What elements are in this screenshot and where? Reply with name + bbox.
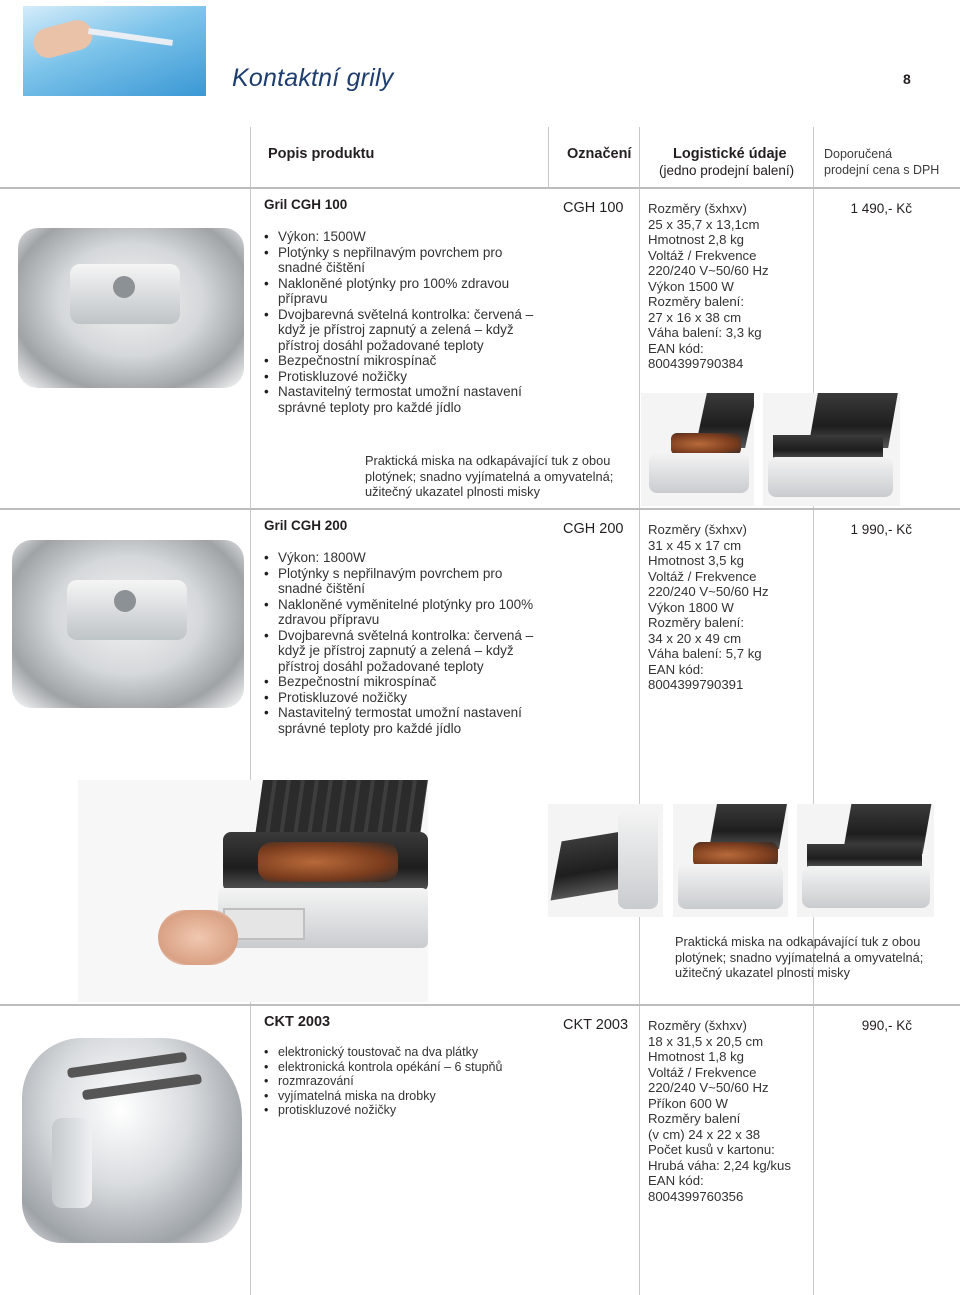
feature-item: • Protiskluzové nožičky xyxy=(264,369,536,385)
product-price: 1 990,- Kč xyxy=(850,522,912,537)
logistics-line: 220/240 V~50/60 Hz xyxy=(648,263,769,278)
divider-vertical xyxy=(639,127,640,1295)
feature-item: • Plotýnky s nepřilnavým povrchem pro snadné čištění xyxy=(264,245,536,276)
logistics-line: Voltáž / Frekvence xyxy=(648,568,757,584)
logistics-line: 31 x 45 x 17 cm xyxy=(648,537,742,553)
divider-vertical xyxy=(548,127,549,187)
product-image-toaster xyxy=(22,1038,242,1243)
feature-item: • elektronická kontrola opékání – 6 stupňů xyxy=(264,1060,554,1075)
logistics-line: Rozměry (šxhxv) xyxy=(648,201,747,216)
feature-item: • Nastavitelný termostat umožní nastavení správné teploty pro každé jídlo xyxy=(264,384,536,415)
divider-horizontal xyxy=(0,508,960,510)
toaster-slot xyxy=(67,1052,187,1079)
logistics-line: 18 x 31,5 x 20,5 cm xyxy=(648,1033,764,1049)
logistics-block xyxy=(648,522,769,693)
hand-image xyxy=(30,17,96,62)
feature-item: • Bezpečnostní mikrospínač xyxy=(264,674,536,690)
detail-image-plates xyxy=(763,393,900,506)
product-note: Praktická miska na odkapávající tuk z obou plotýnek; snadno vyjímatelná a omyvatelná; užitečný ukazatel plnosti misky xyxy=(365,453,614,499)
logistics-line: Hmotnost 3,5 kg xyxy=(648,553,745,568)
product-name: Gril CGH 100 xyxy=(264,197,348,212)
feature-item: • Protiskluzové nožičky xyxy=(264,690,536,706)
page-title: Kontaktní grily xyxy=(232,64,394,92)
logistics-block xyxy=(648,1018,791,1204)
logistics-line: Rozměry (šxhxv) xyxy=(648,522,747,537)
logistics-line: 8004399790384 xyxy=(648,356,744,371)
grill-body xyxy=(618,809,658,909)
feature-list xyxy=(264,1045,554,1118)
feature-item: • Dvojbarevná světelná kontrolka: červená – když je přístroj zapnutý a zelená – když přístroj dosáhl požadované teploty xyxy=(264,307,536,354)
logistics-line: EAN kód: xyxy=(648,1173,704,1188)
product-code: CKT 2003 xyxy=(563,1017,629,1033)
feature-item: • Dvojbarevná světelná kontrolka: červená – když je přístroj zapnutý a zelená – když přístroj dosáhl požadované teploty xyxy=(264,628,536,675)
column-header-logistics-sub: (jedno prodejní balení) xyxy=(659,163,795,178)
product-note: Praktická miska na odkapávající tuk z obou plotýnek; snadno vyjímatelná a omyvatelná; užitečný ukazatel plnosti misky xyxy=(675,934,924,980)
logistics-line: 25 x 35,7 x 13,1cm xyxy=(648,216,760,232)
feature-item: • Plotýnky s nepřilnavým povrchem pro snadné čištění xyxy=(264,566,536,597)
toaster-control-panel xyxy=(52,1118,92,1208)
divider-vertical xyxy=(813,127,814,1295)
product-name: Gril CGH 200 xyxy=(264,518,348,533)
logistics-line: Hmotnost 1,8 kg xyxy=(648,1049,745,1064)
detail-image-open-grill xyxy=(641,393,754,506)
product-price: 990,- Kč xyxy=(861,1018,912,1033)
feature-item: • Nakloněné vyměnitelné plotýnky pro 100% zdravou přípravu xyxy=(264,597,536,628)
logistics-line: 220/240 V~50/60 Hz xyxy=(648,1080,769,1095)
logistics-line: 27 x 16 x 38 cm xyxy=(648,309,742,325)
logistics-line: Rozměry balení: xyxy=(648,294,745,309)
detail-image-empty-plates xyxy=(797,804,934,917)
feature-item: • elektronický toustovač na dva plátky xyxy=(264,1045,554,1060)
divider-horizontal xyxy=(0,187,960,189)
logistics-line: Voltáž / Frekvence xyxy=(648,1064,757,1080)
grill-handle-knob xyxy=(113,276,135,298)
logistics-line: (v cm) 24 x 22 x 38 xyxy=(648,1126,761,1142)
large-image-grill-drip-tray xyxy=(78,780,428,1002)
grill-handle-knob xyxy=(114,590,136,612)
column-header-code: Označení xyxy=(567,146,632,162)
product-code: CGH 100 xyxy=(563,200,624,216)
logistics-line: EAN kód: xyxy=(648,340,704,356)
page-number: 8 xyxy=(903,71,911,87)
product-image-cgh100 xyxy=(18,228,244,388)
toaster-slot xyxy=(82,1074,202,1101)
feature-item: • Výkon: 1500W xyxy=(264,229,536,245)
detail-image-removable-plate xyxy=(548,804,663,917)
logistics-line: Rozměry (šxhxv) xyxy=(648,1018,747,1033)
feature-item: • Nastavitelný termostat umožní nastavení správné teploty pro každé jídlo xyxy=(264,705,536,736)
feature-item: • Bezpečnostní mikrospínač xyxy=(264,353,536,369)
feature-item: • vyjímatelná miska na drobky xyxy=(264,1089,554,1104)
column-header-price-line1: Doporučená xyxy=(824,147,893,161)
product-code: CGH 200 xyxy=(563,521,624,537)
product-image-cgh200 xyxy=(12,540,244,708)
detail-image-grilling-meat xyxy=(673,804,788,917)
logistics-line: Výkon 1500 W xyxy=(648,278,734,294)
grill-lower-plate xyxy=(807,844,922,868)
feature-list xyxy=(264,550,536,736)
feature-item: • rozmrazování xyxy=(264,1074,554,1089)
grill-base xyxy=(802,866,930,908)
logistics-line: EAN kód: xyxy=(648,661,704,677)
feature-item: • Nakloněné plotýnky pro 100% zdravou přípravu xyxy=(264,276,536,307)
divider-horizontal xyxy=(0,1004,960,1006)
logistics-line: Rozměry balení xyxy=(648,1111,741,1126)
grill-food xyxy=(258,842,398,882)
feature-item: • Výkon: 1800W xyxy=(264,550,536,566)
feature-item: • protiskluzové nožičky xyxy=(264,1103,554,1118)
logistics-line: Váha balení: 3,3 kg xyxy=(648,325,762,340)
logistics-line: Počet kusů v kartonu: xyxy=(648,1142,775,1157)
grill-food xyxy=(671,433,741,455)
tongs-image xyxy=(88,28,173,46)
column-header-price-line2: prodejní cena s DPH xyxy=(824,163,940,177)
product-name: CKT 2003 xyxy=(264,1014,331,1030)
logistics-block xyxy=(648,201,769,372)
grill-base xyxy=(678,864,783,909)
product-price: 1 490,- Kč xyxy=(850,201,912,216)
logistics-line: Váha balení: 5,7 kg xyxy=(648,646,762,661)
header-photo-grill-tongs xyxy=(23,6,206,96)
column-header-logistics: Logistické údaje xyxy=(673,146,787,162)
logistics-line: Rozměry balení: xyxy=(648,615,745,630)
logistics-line: 8004399760356 xyxy=(648,1188,744,1204)
grill-base xyxy=(768,457,893,497)
logistics-line: Příkon 600 W xyxy=(648,1095,728,1111)
logistics-line: 220/240 V~50/60 Hz xyxy=(648,584,769,599)
grill-base xyxy=(649,453,749,493)
logistics-line: 34 x 20 x 49 cm xyxy=(648,630,742,646)
logistics-line: Hmotnost 2,8 kg xyxy=(648,232,745,247)
logistics-line: 8004399790391 xyxy=(648,677,744,692)
hand-image xyxy=(158,910,238,965)
feature-list xyxy=(264,229,536,415)
column-header-description: Popis produktu xyxy=(268,146,375,162)
logistics-line: Voltáž / Frekvence xyxy=(648,247,757,263)
divider-vertical xyxy=(250,127,251,1295)
logistics-line: Výkon 1800 W xyxy=(648,599,734,615)
logistics-line: Hrubá váha: 2,24 kg/kus xyxy=(648,1157,791,1173)
